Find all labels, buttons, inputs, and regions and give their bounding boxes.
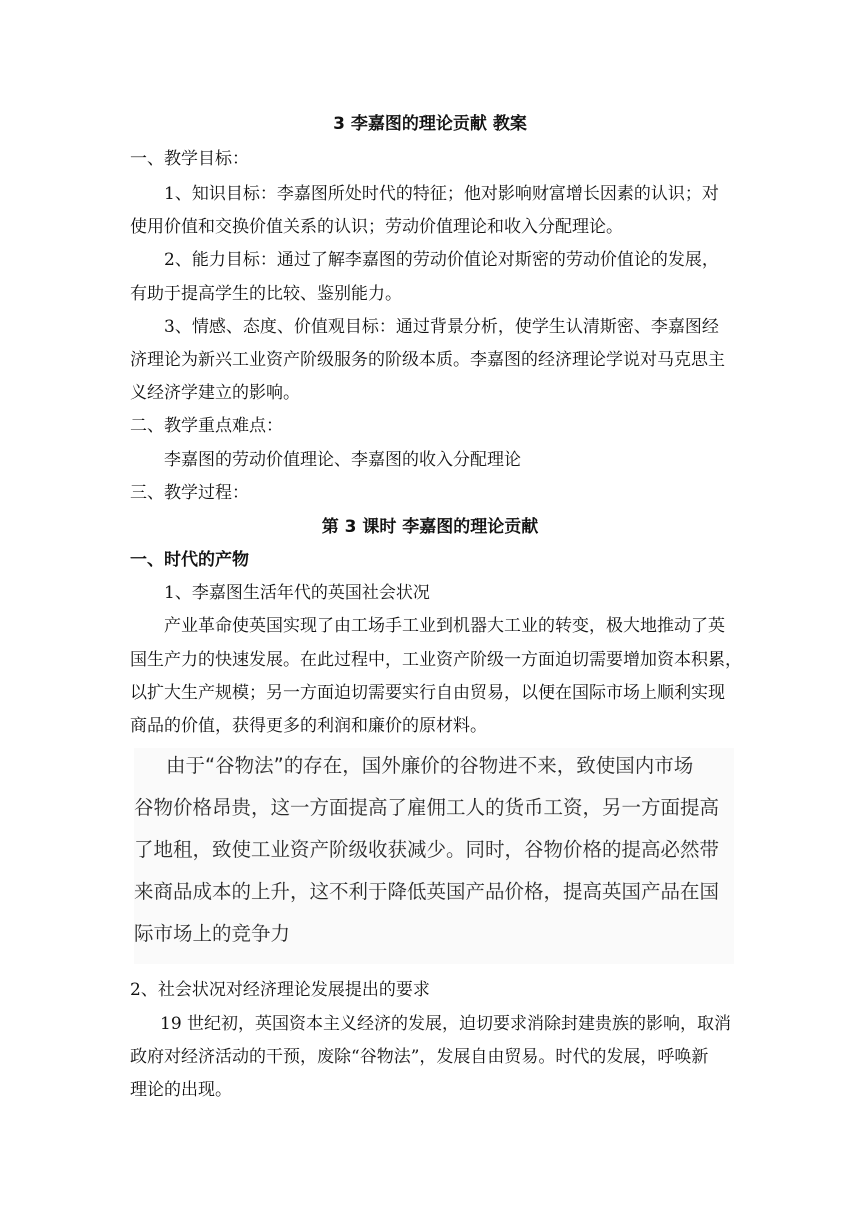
document-title: 3 李嘉图的理论贡献 教案 — [333, 114, 527, 134]
part-heading-1: 一、时代的产物 — [130, 550, 249, 570]
goal-1-line-2: 使用价值和交换价值关系的认识；劳动价值理论和收入分配理论。 — [130, 217, 623, 237]
goal-3-line-1: 3、情感、态度、价值观目标：通过背景分析，使学生认清斯密、李嘉图经 — [164, 317, 719, 337]
goal-3-line-2: 济理论为新兴工业资产阶级服务的阶级本质。李嘉图的经济理论学说对马克思主 — [130, 350, 725, 370]
paragraph-2-line-2: 政府对经济活动的干预，废除“谷物法”，发展自由贸易。时代的发展，呼唤新 — [130, 1047, 709, 1067]
paragraph-2-line-3: 理论的出现。 — [130, 1080, 232, 1100]
paragraph-1-line-4: 商品的价值，获得更多的利润和廉价的原材料。 — [130, 716, 487, 736]
section-heading-goals: 一、教学目标： — [130, 149, 249, 169]
scanned-text-image — [134, 748, 734, 964]
scanned-line-4: 来商品成本的上升，这不利于降低英国产品价格，提高英国产品在国 — [134, 880, 720, 903]
paragraph-2-line-1: 19 世纪初，英国资本主义经济的发展，迫切要求消除封建贵族的影响，取消 — [160, 1014, 732, 1034]
keypoints-text: 李嘉图的劳动价值理论、李嘉图的收入分配理论 — [164, 450, 521, 470]
item-heading-2: 2、社会状况对经济理论发展提出的要求 — [130, 980, 430, 1000]
goal-3-line-3: 义经济学建立的影响。 — [130, 383, 300, 403]
item-heading-1: 1、李嘉图生活年代的英国社会状况 — [164, 583, 430, 603]
paragraph-1-line-1: 产业革命使英国实现了由工场手工业到机器大工业的转变，极大地推动了英 — [164, 616, 725, 636]
lesson-title: 第 3 课时 李嘉图的理论贡献 — [321, 517, 539, 537]
goal-2-line-1: 2、能力目标：通过了解李嘉图的劳动价值论对斯密的劳动价值论的发展， — [164, 250, 719, 270]
scanned-line-5: 际市场上的竞争力 — [134, 922, 291, 945]
goal-1-line-1: 1、知识目标：李嘉图所处时代的特征；他对影响财富增长因素的认识；对 — [164, 184, 719, 204]
scanned-line-3: 了地租，致使工业资产阶级收获减少。同时，谷物价格的提高必然带 — [134, 838, 720, 861]
paragraph-1-line-2: 国生产力的快速发展。在此过程中，工业资产阶级一方面迫切需要增加资本积累， — [130, 650, 742, 670]
goal-2-line-2: 有助于提高学生的比较、鉴别能力。 — [130, 284, 402, 304]
section-heading-keypoints: 二、教学重点难点： — [130, 416, 283, 436]
paragraph-1-line-3: 以扩大生产规模；另一方面迫切需要实行自由贸易，以便在国际市场上顺利实现 — [130, 683, 725, 703]
scanned-line-2: 谷物价格昂贵，这一方面提高了雇佣工人的货币工资，另一方面提高 — [134, 796, 720, 819]
section-heading-process: 三、教学过程： — [130, 483, 249, 503]
scanned-line-1: 由于“谷物法”的存在，国外廉价的谷物进不来，致使国内市场 — [166, 754, 694, 777]
